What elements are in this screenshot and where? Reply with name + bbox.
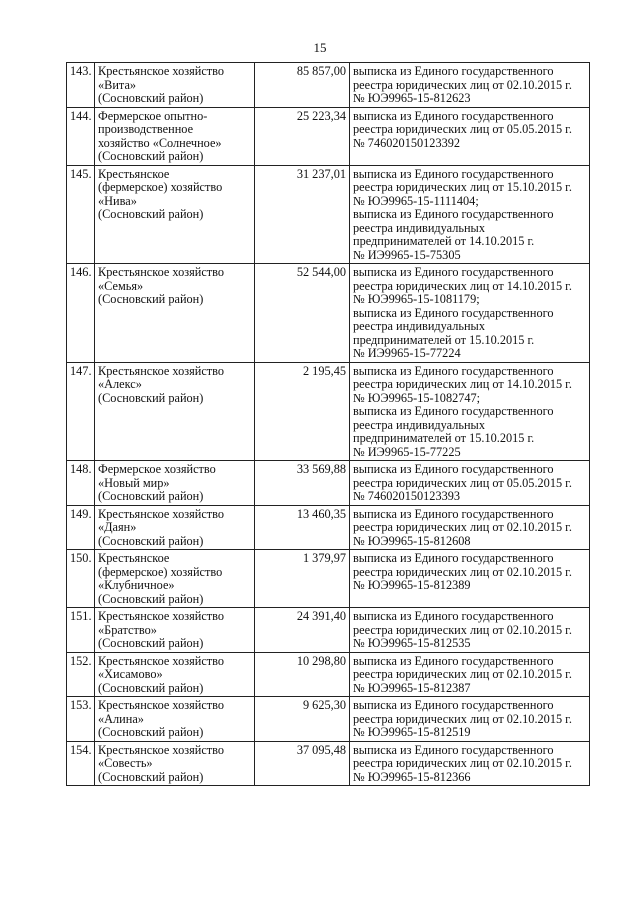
registry-extract: выписка из Единого государственного реестра юридических лиц от 02.10.2015 г. № ЮЭ9965-15-812366 [350, 741, 590, 786]
registry-extract: выписка из Единого государственного реестра юридических лиц от 02.10.2015 г. № ЮЭ9965-15-812389 [350, 550, 590, 608]
farm-name: Крестьянское хозяйство «Братство» (Сосновский район) [95, 608, 255, 653]
registry-extract: выписка из Единого государственного реестра юридических лиц от 15.10.2015 г. № ЮЭ9965-15-1111404; выписка из Единого государственного реестра индивидуальных предпринимателей от 14.10.2015 г. № ИЭ9965-15-75305 [350, 165, 590, 264]
row-number: 154. [67, 741, 95, 786]
row-number: 144. [67, 107, 95, 165]
table-row [67, 697, 590, 742]
farm-name: Фермерское опытно- производственное хозяйство «Солнечное» (Сосновский район) [95, 107, 255, 165]
row-number: 152. [67, 652, 95, 697]
table-row [67, 165, 590, 264]
amount: 85 857,00 [255, 63, 350, 108]
row-number: 153. [67, 697, 95, 742]
registry-extract: выписка из Единого государственного реестра юридических лиц от 02.10.2015 г. № ЮЭ9965-15-812387 [350, 652, 590, 697]
table-row [67, 652, 590, 697]
table-row [67, 264, 590, 363]
table-row [67, 741, 590, 786]
farm-name: Крестьянское (фермерское) хозяйство «Нива» (Сосновский район) [95, 165, 255, 264]
table-row [67, 461, 590, 506]
amount: 25 223,34 [255, 107, 350, 165]
farm-name: Крестьянское хозяйство «Совесть» (Сосновский район) [95, 741, 255, 786]
amount: 10 298,80 [255, 652, 350, 697]
table-row [67, 550, 590, 608]
table-row [67, 107, 590, 165]
registry-extract: выписка из Единого государственного реестра юридических лиц от 14.10.2015 г. № ЮЭ9965-15-1081179; выписка из Единого государственного реестра индивидуальных предпринимателей от 15.10.2015 г. № ИЭ9965-15-77224 [350, 264, 590, 363]
row-number: 146. [67, 264, 95, 363]
amount: 37 095,48 [255, 741, 350, 786]
table-row [67, 608, 590, 653]
registry-extract: выписка из Единого государственного реестра юридических лиц от 02.10.2015 г. № ЮЭ9965-15-812519 [350, 697, 590, 742]
row-number: 143. [67, 63, 95, 108]
farm-name: Крестьянское (фермерское) хозяйство «Клубничное» (Сосновский район) [95, 550, 255, 608]
row-number: 150. [67, 550, 95, 608]
farm-name: Крестьянское хозяйство «Хисамово» (Сосновский район) [95, 652, 255, 697]
table-row [67, 505, 590, 550]
registry-extract: выписка из Единого государственного реестра юридических лиц от 02.10.2015 г. № ЮЭ9965-15-812535 [350, 608, 590, 653]
farm-name: Крестьянское хозяйство «Алекс» (Сосновский район) [95, 362, 255, 461]
amount: 13 460,35 [255, 505, 350, 550]
amount: 52 544,00 [255, 264, 350, 363]
farm-name: Крестьянское хозяйство «Вита» (Сосновский район) [95, 63, 255, 108]
registry-extract: выписка из Единого государственного реестра юридических лиц от 05.05.2015 г. № 746020150123393 [350, 461, 590, 506]
farm-name: Фермерское хозяйство «Новый мир» (Сосновский район) [95, 461, 255, 506]
amount: 24 391,40 [255, 608, 350, 653]
row-number: 147. [67, 362, 95, 461]
registry-extract: выписка из Единого государственного реестра юридических лиц от 14.10.2015 г. № ЮЭ9965-15-1082747; выписка из Единого государственного реестра индивидуальных предпринимателей от 15.10.2015 г. № ИЭ9965-15-77225 [350, 362, 590, 461]
registry-extract: выписка из Единого государственного реестра юридических лиц от 02.10.2015 г. № ЮЭ9965-15-812623 [350, 63, 590, 108]
registry-extract: выписка из Единого государственного реестра юридических лиц от 02.10.2015 г. № ЮЭ9965-15-812608 [350, 505, 590, 550]
amount: 9 625,30 [255, 697, 350, 742]
registry-extract: выписка из Единого государственного реестра юридических лиц от 05.05.2015 г. № 746020150123392 [350, 107, 590, 165]
amount: 31 237,01 [255, 165, 350, 264]
amount: 1 379,97 [255, 550, 350, 608]
row-number: 148. [67, 461, 95, 506]
amount: 33 569,88 [255, 461, 350, 506]
farm-name: Крестьянское хозяйство «Даян» (Сосновский район) [95, 505, 255, 550]
table-row [67, 63, 590, 108]
amount: 2 195,45 [255, 362, 350, 461]
farm-name: Крестьянское хозяйство «Семья» (Сосновский район) [95, 264, 255, 363]
table-row [67, 362, 590, 461]
row-number: 149. [67, 505, 95, 550]
registry-table [66, 62, 590, 786]
row-number: 145. [67, 165, 95, 264]
registry-table-body [67, 63, 590, 786]
row-number: 151. [67, 608, 95, 653]
farm-name: Крестьянское хозяйство «Алина» (Сосновский район) [95, 697, 255, 742]
page-number: 15 [313, 40, 327, 55]
